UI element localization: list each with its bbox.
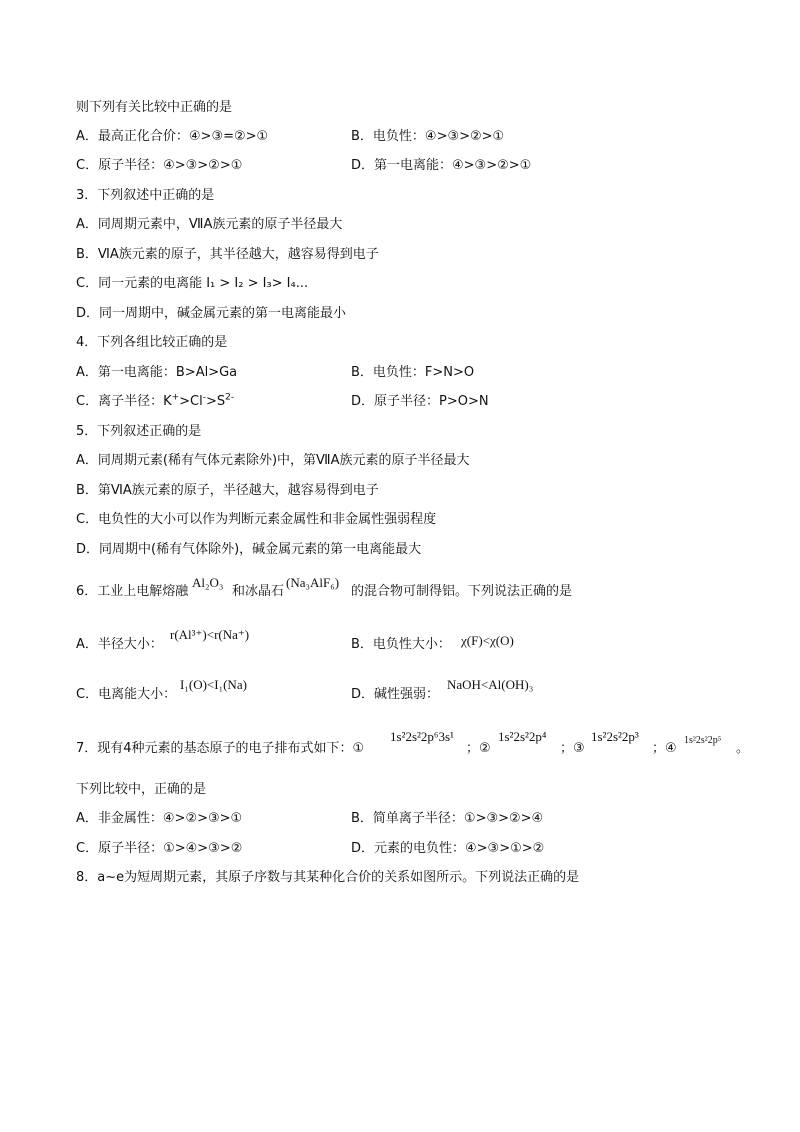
q4-stem: 4．下列各组比较正确的是 bbox=[76, 335, 228, 350]
q6-a-label: A．半径大小： bbox=[76, 637, 163, 652]
q7-option-b[interactable]: B．简单离子半径：①>③>②>④ bbox=[351, 811, 544, 826]
q6-formula-cryolite: (Na₃AlF₆) bbox=[286, 575, 340, 590]
q6-d-label: D．碱性强弱： bbox=[351, 687, 440, 702]
q6-formula-al2o3: Al₂O₃ bbox=[192, 575, 224, 590]
q2-option-c[interactable]: C．原子半径：④>③>②>① bbox=[76, 158, 243, 173]
q7-sep-2: ；② bbox=[466, 741, 491, 756]
q7-option-a[interactable]: A．非金属性：④>②>③>① bbox=[76, 811, 243, 826]
q7-sep-4: ；④ bbox=[652, 741, 677, 756]
q6-b-label: B．电负性大小： bbox=[351, 637, 451, 652]
q7-option-d[interactable]: D．元素的电负性：④>③>①>② bbox=[351, 841, 545, 856]
q4-c-sup2: - bbox=[202, 392, 206, 403]
q3-option-c[interactable]: C．同一元素的电离能 I₁ > I₂ > I₃> I₄... bbox=[76, 276, 309, 291]
q6-option-c[interactable] bbox=[76, 686, 176, 704]
q3-option-d[interactable]: D．同一周期中，碱金属元素的第一电离能最小 bbox=[76, 306, 347, 321]
q7-config-3: 1s²2s²2p³ bbox=[591, 729, 639, 744]
q6-option-b[interactable] bbox=[351, 636, 451, 654]
q6-c-label: C．电离能大小： bbox=[76, 687, 177, 702]
q5-option-d[interactable]: D．同周期中(稀有气体除外)，碱金属元素的第一电离能最大 bbox=[76, 542, 422, 557]
q4-c-sup1: + bbox=[171, 392, 180, 403]
q7-config-1: 1s²2s²2p⁶3s¹ bbox=[390, 729, 454, 744]
q2-option-a[interactable]: A．最高正化合价：④>③=②>① bbox=[76, 129, 269, 144]
q2-option-d[interactable]: D．第一电离能：④>③>②>① bbox=[351, 158, 532, 173]
q4-c-mid: >Cl bbox=[179, 394, 203, 409]
q2-option-b[interactable]: B．电负性：④>③>②>① bbox=[351, 129, 505, 144]
q6-option-d[interactable] bbox=[351, 686, 439, 704]
q4-option-a[interactable]: A．第一电离能：B>Al>Ga bbox=[76, 365, 238, 380]
q5-option-b[interactable]: B．第ⅥA族元素的原子，半径越大，越容易得到电子 bbox=[76, 483, 379, 498]
q5-option-c[interactable]: C．电负性的大小可以作为判断元素金属性和非金属性强弱程度 bbox=[76, 512, 437, 527]
q5-option-a[interactable]: A．同周期元素(稀有气体元素除外)中，第ⅦA族元素的原子半径最大 bbox=[76, 453, 470, 468]
q6-stem-mid: 和冰晶石 bbox=[232, 584, 285, 599]
q6-b-formula: χ(F)<χ(O) bbox=[461, 633, 514, 648]
q6-d-formula: NaOH<Al(OH)₃ bbox=[447, 677, 534, 692]
q6-c-formula: I₁(O)<I₁(Na) bbox=[180, 677, 247, 692]
q3-option-a[interactable]: A．同周期元素中，ⅦA族元素的原子半径最大 bbox=[76, 217, 343, 232]
q8-stem: 8．a~e为短周期元素，其原子序数与其某种化合价的关系如图所示。下列说法正确的是 bbox=[76, 870, 580, 885]
q3-option-b[interactable]: B．ⅥA族元素的原子，其半径越大，越容易得到电子 bbox=[76, 247, 379, 262]
q4-c-sup3: 2- bbox=[225, 392, 235, 403]
q6-stem-pre: 6．工业上电解熔融 bbox=[76, 584, 189, 599]
q7-sep-3: ；③ bbox=[560, 741, 585, 756]
q7-sub-stem: 下列比较中，正确的是 bbox=[76, 782, 207, 797]
q7-config-4: 1s²2s²2p⁵ bbox=[684, 735, 722, 746]
intro-text: 则下列有关比较中正确的是 bbox=[76, 100, 233, 115]
q6-a-formula: r(Al³⁺)<r(Na⁺) bbox=[170, 627, 250, 642]
q3-stem: 3．下列叙述中正确的是 bbox=[76, 188, 215, 203]
q4-option-c[interactable] bbox=[76, 393, 234, 411]
q5-stem: 5．下列叙述正确的是 bbox=[76, 424, 202, 439]
q4-option-b[interactable]: B．电负性：F>N>O bbox=[351, 365, 475, 380]
q4-c-mid2: >S bbox=[206, 394, 226, 409]
q4-option-d[interactable]: D．原子半径：P>O>N bbox=[351, 394, 489, 409]
q6-stem-post: 的混合物可制得铝。下列说法正确的是 bbox=[351, 584, 573, 599]
q4-c-pre: C．离子半径：K bbox=[76, 394, 172, 409]
q7-end: 。 bbox=[736, 741, 750, 756]
q7-config-2: 1s²2s²2p⁴ bbox=[498, 729, 547, 744]
q6-option-a[interactable] bbox=[76, 636, 163, 654]
q7-stem-pre: 7．现有4种元素的基态原子的电子排布式如下：① bbox=[76, 741, 365, 756]
q7-option-c[interactable]: C．原子半径：①>④>③>② bbox=[76, 841, 243, 856]
